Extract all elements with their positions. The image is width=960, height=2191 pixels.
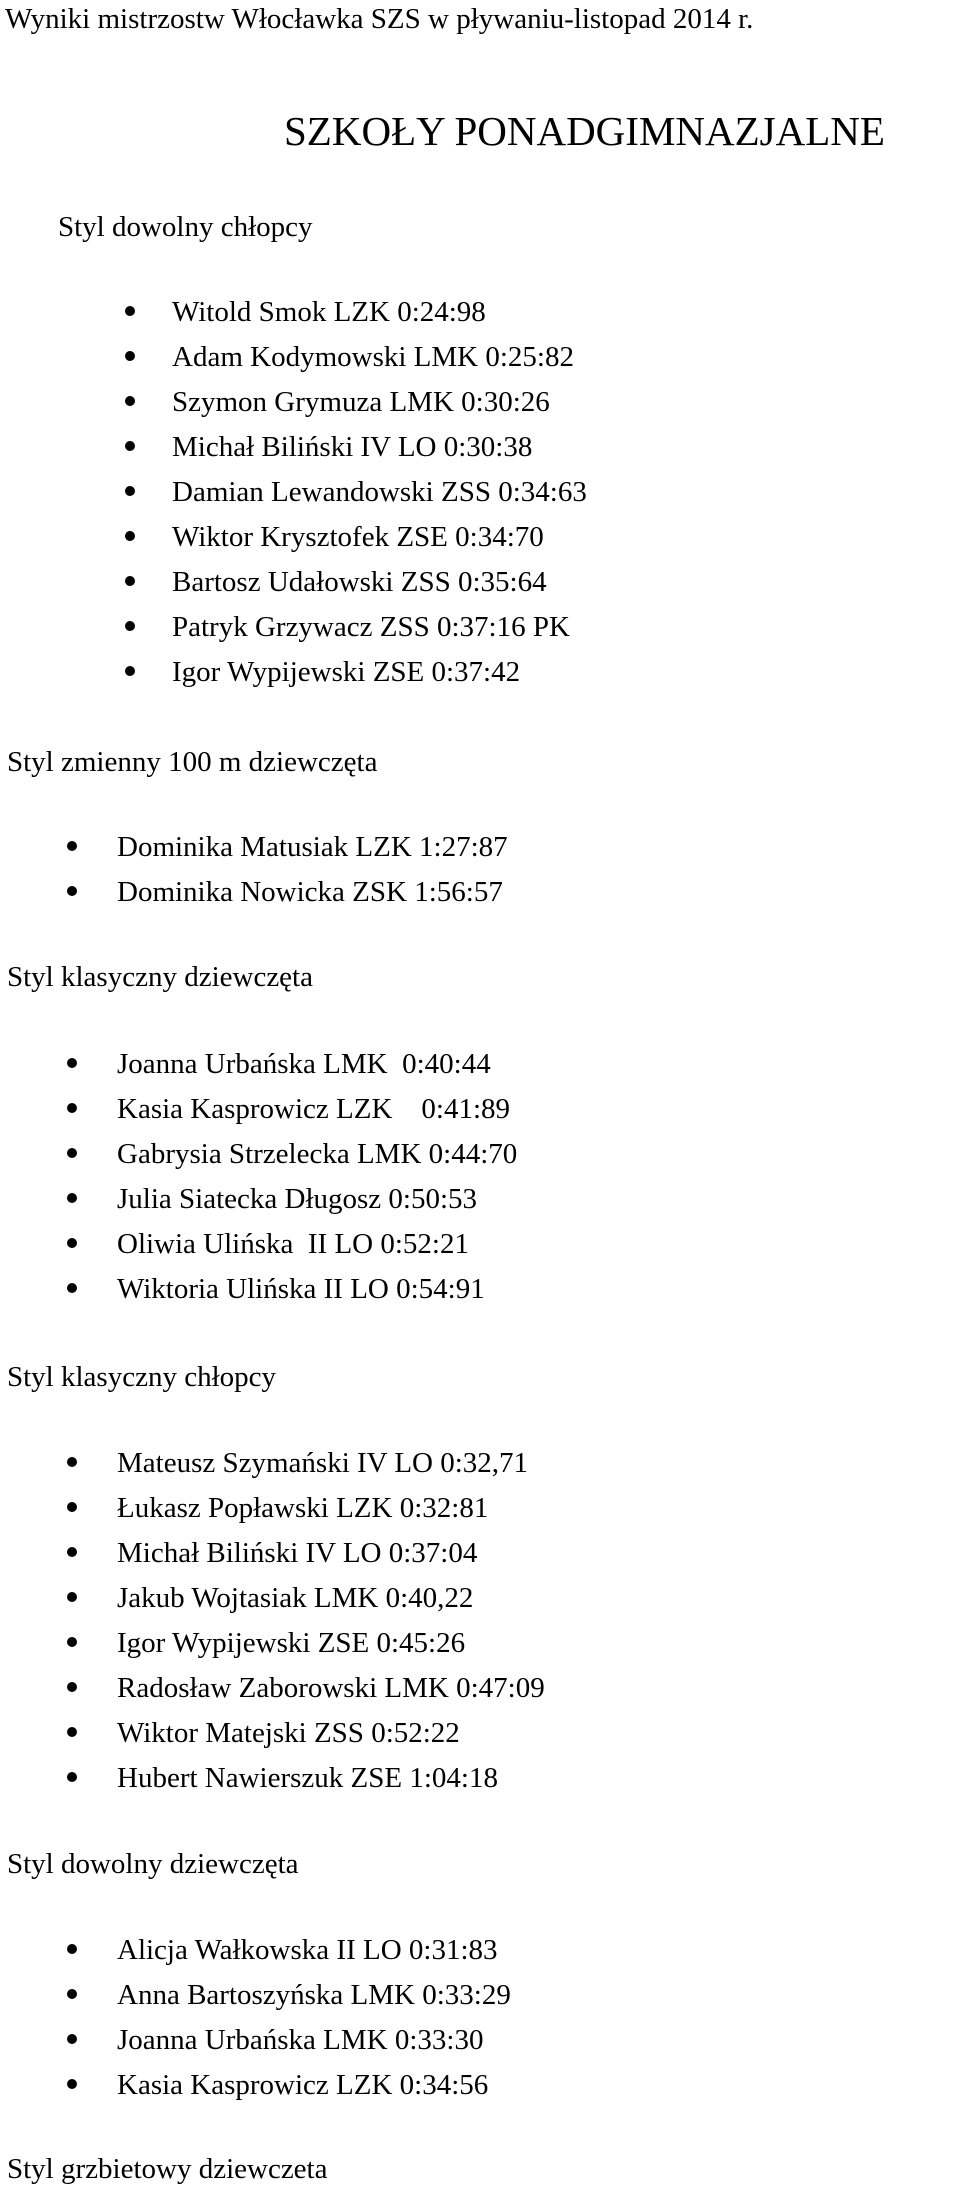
bullet-icon xyxy=(125,441,135,451)
list-item xyxy=(117,830,508,875)
bullet-icon xyxy=(67,1682,77,1692)
result-text: Łukasz Popławski LZK 0:32:81 xyxy=(117,1492,489,1524)
section-heading-styl-dowolny-chlopcy: Styl dowolny chłopcy xyxy=(58,211,313,243)
list-item xyxy=(117,1671,545,1716)
results-list-styl-zmienny-100m-dziewczeta xyxy=(117,830,508,920)
results-list-styl-dowolny-dziewczeta xyxy=(117,1933,511,2113)
list-item xyxy=(117,1933,511,1978)
list-item xyxy=(117,1536,545,1581)
result-text: Wiktoria Ulińska II LO 0:54:91 xyxy=(117,1273,485,1305)
result-text: Wiktor Krysztofek ZSE 0:34:70 xyxy=(172,521,544,553)
list-item xyxy=(172,520,587,565)
list-item xyxy=(117,1716,545,1761)
result-text: Jakub Wojtasiak LMK 0:40,22 xyxy=(117,1582,474,1614)
result-text: Julia Siatecka Długosz 0:50:53 xyxy=(117,1183,478,1215)
bullet-icon xyxy=(125,576,135,586)
list-item xyxy=(172,385,587,430)
list-item xyxy=(117,2023,511,2068)
result-text: Michał Biliński IV LO 0:37:04 xyxy=(117,1537,478,1569)
result-text: Joanna Urbańska LMK 0:33:30 xyxy=(117,2024,484,2056)
list-item xyxy=(117,1446,545,1491)
bullet-icon xyxy=(125,306,135,316)
bullet-icon xyxy=(67,1637,77,1647)
result-text: Kasia Kasprowicz LZK 0:41:89 xyxy=(117,1093,511,1125)
result-text: Dominika Matusiak LZK 1:27:87 xyxy=(117,831,508,863)
section-heading-styl-zmienny-100m-dziewczeta: Styl zmienny 100 m dziewczęta xyxy=(7,746,378,778)
list-item xyxy=(117,1978,511,2023)
result-text: Anna Bartoszyńska LMK 0:33:29 xyxy=(117,1979,511,2011)
section-heading-styl-grzbietowy-dziewczeta: Styl grzbietowy dziewczeta xyxy=(7,2153,328,2185)
result-text: Igor Wypijewski ZSE 0:45:26 xyxy=(117,1627,466,1659)
section-heading-styl-dowolny-dziewczeta: Styl dowolny dziewczęta xyxy=(7,1848,299,1880)
bullet-icon xyxy=(125,531,135,541)
bullet-icon xyxy=(67,2079,77,2089)
list-item xyxy=(172,565,587,610)
result-text: Hubert Nawierszuk ZSE 1:04:18 xyxy=(117,1762,498,1794)
result-text: Gabrysia Strzelecka LMK 0:44:70 xyxy=(117,1138,518,1170)
result-text: Kasia Kasprowicz LZK 0:34:56 xyxy=(117,2069,489,2101)
result-text: Dominika Nowicka ZSK 1:56:57 xyxy=(117,876,503,908)
result-text: Alicja Wałkowska II LO 0:31:83 xyxy=(117,1934,498,1966)
list-item xyxy=(117,1182,517,1227)
list-item xyxy=(117,1491,545,1536)
bullet-icon xyxy=(67,1727,77,1737)
list-item xyxy=(172,340,587,385)
list-item xyxy=(172,475,587,520)
list-item xyxy=(117,1227,517,1272)
bullet-icon xyxy=(67,841,77,851)
bullet-icon xyxy=(67,2034,77,2044)
results-list-styl-klasyczny-chlopcy xyxy=(117,1446,545,1806)
section-heading-styl-klasyczny-chlopcy: Styl klasyczny chłopcy xyxy=(7,1361,277,1393)
result-text: Mateusz Szymański IV LO 0:32,71 xyxy=(117,1447,529,1479)
result-text: Bartosz Udałowski ZSS 0:35:64 xyxy=(172,566,547,598)
result-text: Patryk Grzywacz ZSS 0:37:16 PK xyxy=(172,611,570,643)
bullet-icon xyxy=(125,351,135,361)
bullet-icon xyxy=(67,1944,77,1954)
bullet-icon xyxy=(67,1238,77,1248)
bullet-icon xyxy=(125,396,135,406)
bullet-icon xyxy=(67,1772,77,1782)
result-text: Wiktor Matejski ZSS 0:52:22 xyxy=(117,1717,460,1749)
bullet-icon xyxy=(67,1592,77,1602)
bullet-icon xyxy=(125,621,135,631)
list-item xyxy=(172,610,587,655)
result-text: Joanna Urbańska LMK 0:40:44 xyxy=(117,1048,491,1080)
list-item xyxy=(117,875,508,920)
result-text: Oliwia Ulińska II LO 0:52:21 xyxy=(117,1228,469,1260)
bullet-icon xyxy=(67,1457,77,1467)
bullet-icon xyxy=(67,1148,77,1158)
bullet-icon xyxy=(125,666,135,676)
result-text: Damian Lewandowski ZSS 0:34:63 xyxy=(172,476,587,508)
bullet-icon xyxy=(67,1283,77,1293)
bullet-icon xyxy=(67,1193,77,1203)
list-item xyxy=(117,1137,517,1182)
list-item xyxy=(117,1272,517,1317)
bullet-icon xyxy=(67,1103,77,1113)
document-title: Wyniki mistrzostw Włocławka SZS w pływaniu-listopad 2014 r. xyxy=(5,3,754,35)
list-item xyxy=(172,430,587,475)
result-text: Adam Kodymowski LMK 0:25:82 xyxy=(172,341,574,373)
list-item xyxy=(172,295,587,340)
bullet-icon xyxy=(67,1989,77,1999)
result-text: Igor Wypijewski ZSE 0:37:42 xyxy=(172,656,521,688)
bullet-icon xyxy=(67,1547,77,1557)
document-subtitle: SZKOŁY PONADGIMNAZJALNE xyxy=(284,108,885,154)
list-item xyxy=(117,1581,545,1626)
list-item xyxy=(117,1047,517,1092)
list-item xyxy=(117,1761,545,1806)
bullet-icon xyxy=(125,486,135,496)
results-list-styl-dowolny-chlopcy xyxy=(172,295,587,700)
list-item xyxy=(117,1092,517,1137)
bullet-icon xyxy=(67,1058,77,1068)
result-text: Witold Smok LZK 0:24:98 xyxy=(172,296,486,328)
result-text: Radosław Zaborowski LMK 0:47:09 xyxy=(117,1672,545,1704)
result-text: Michał Biliński IV LO 0:30:38 xyxy=(172,431,533,463)
bullet-icon xyxy=(67,886,77,896)
result-text: Szymon Grymuza LMK 0:30:26 xyxy=(172,386,550,418)
list-item xyxy=(172,655,587,700)
list-item xyxy=(117,2068,511,2113)
section-heading-styl-klasyczny-dziewczeta: Styl klasyczny dziewczęta xyxy=(7,961,313,993)
bullet-icon xyxy=(67,1502,77,1512)
list-item xyxy=(117,1626,545,1671)
results-list-styl-klasyczny-dziewczeta xyxy=(117,1047,517,1317)
